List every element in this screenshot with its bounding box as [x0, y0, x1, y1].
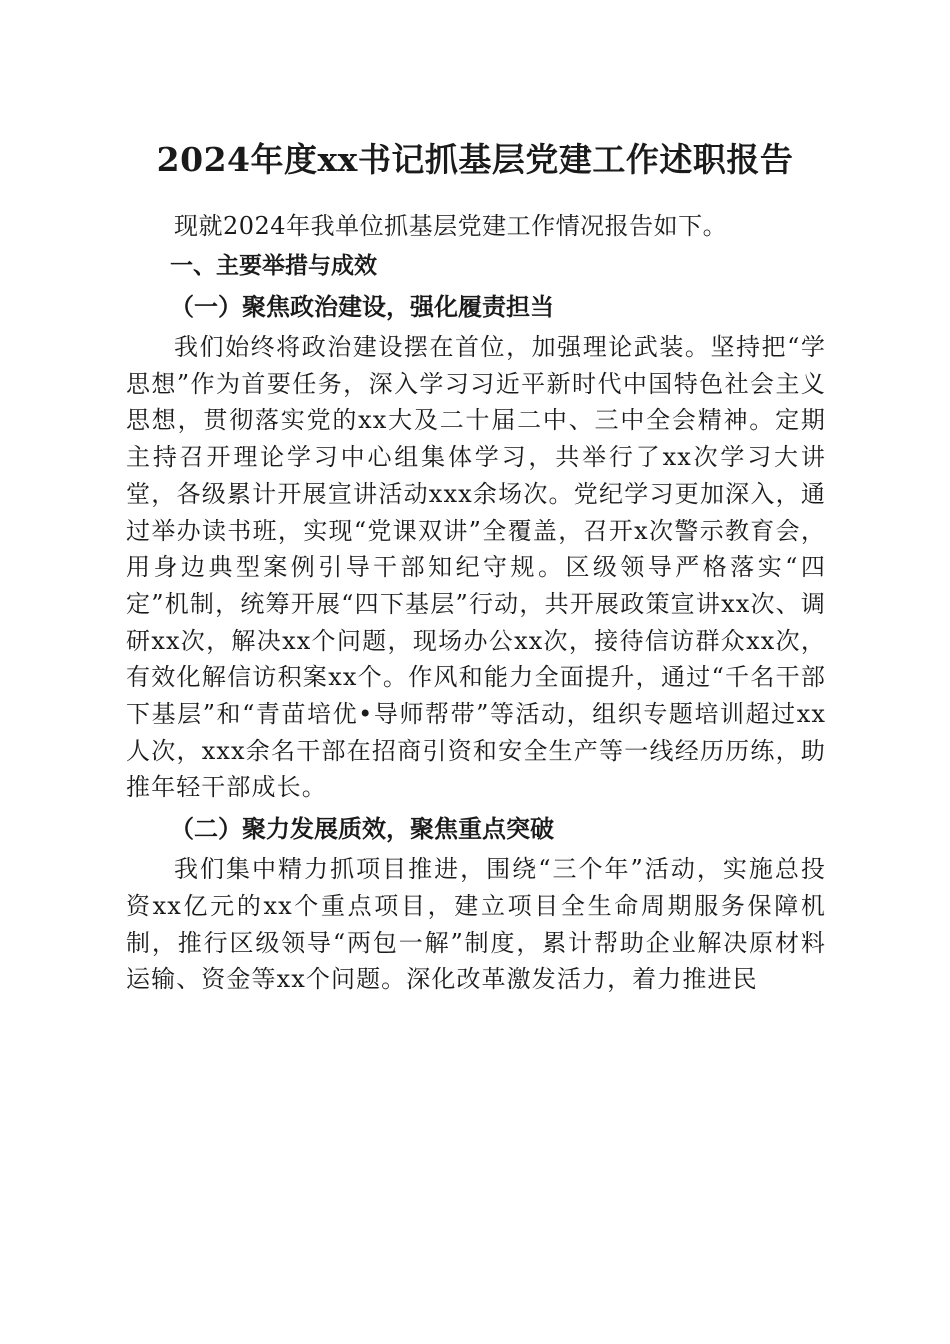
intro-paragraph: 现就2024年我单位抓基层党建工作情况报告如下。 [174, 212, 728, 240]
subsection-body-2: 我们集中精力抓项目推进，围绕“三个年”活动，实施总投资xx亿元的xx个重点项目，建立项目全生命周期服务保障机制，推行区级领导“两包一解”制度，累计帮助企业解决原材料运输、资金等xx个问题。深化改革激发活力，着力推进民 [126, 855, 826, 994]
subsection-heading-1: （一）聚焦政治建设，强化履责担当 [170, 292, 554, 321]
subsection-body-1: 我们始终将政治建设摆在首位，加强理论武装。坚持把“学思想”作为首要任务，深入学习习近平新时代中国特色社会主义思想，贯彻落实党的xx大及二十届二中、三中全会精神。定期主持召开理论学习中心组集体学习，共举行了xx次学习大讲堂，各级累计开展宣讲活动xxx余场次。党纪学习更加深入，通过举办读书班，实现“党课双讲”全覆盖，召开x次警示教育会，用身边典型案例引导干部知纪守规。区级领导严格落实“四定”机制，统筹开展“四下基层”行动，共开展政策宣讲xx次、调研xx次，解决xx个问题，现场办公xx次，接待信访群众xx次，有效化解信访积案xx个。作风和能力全面提升，通过“千名干部下基层”和“青苗培优•导师帮带”等活动，组织专题培训超过xx人次，xxx余名干部在招商引资和安全生产等一线经历历练，助推年轻干部成长。 [126, 333, 826, 802]
document-title: 2024年度xx书记抓基层党建工作述职报告 [156, 140, 794, 179]
subsection-heading-2: （二）聚力发展质效，聚焦重点突破 [170, 814, 554, 844]
document-body [126, 208, 826, 998]
section-heading-1: 一、主要举措与成效 [170, 253, 377, 279]
